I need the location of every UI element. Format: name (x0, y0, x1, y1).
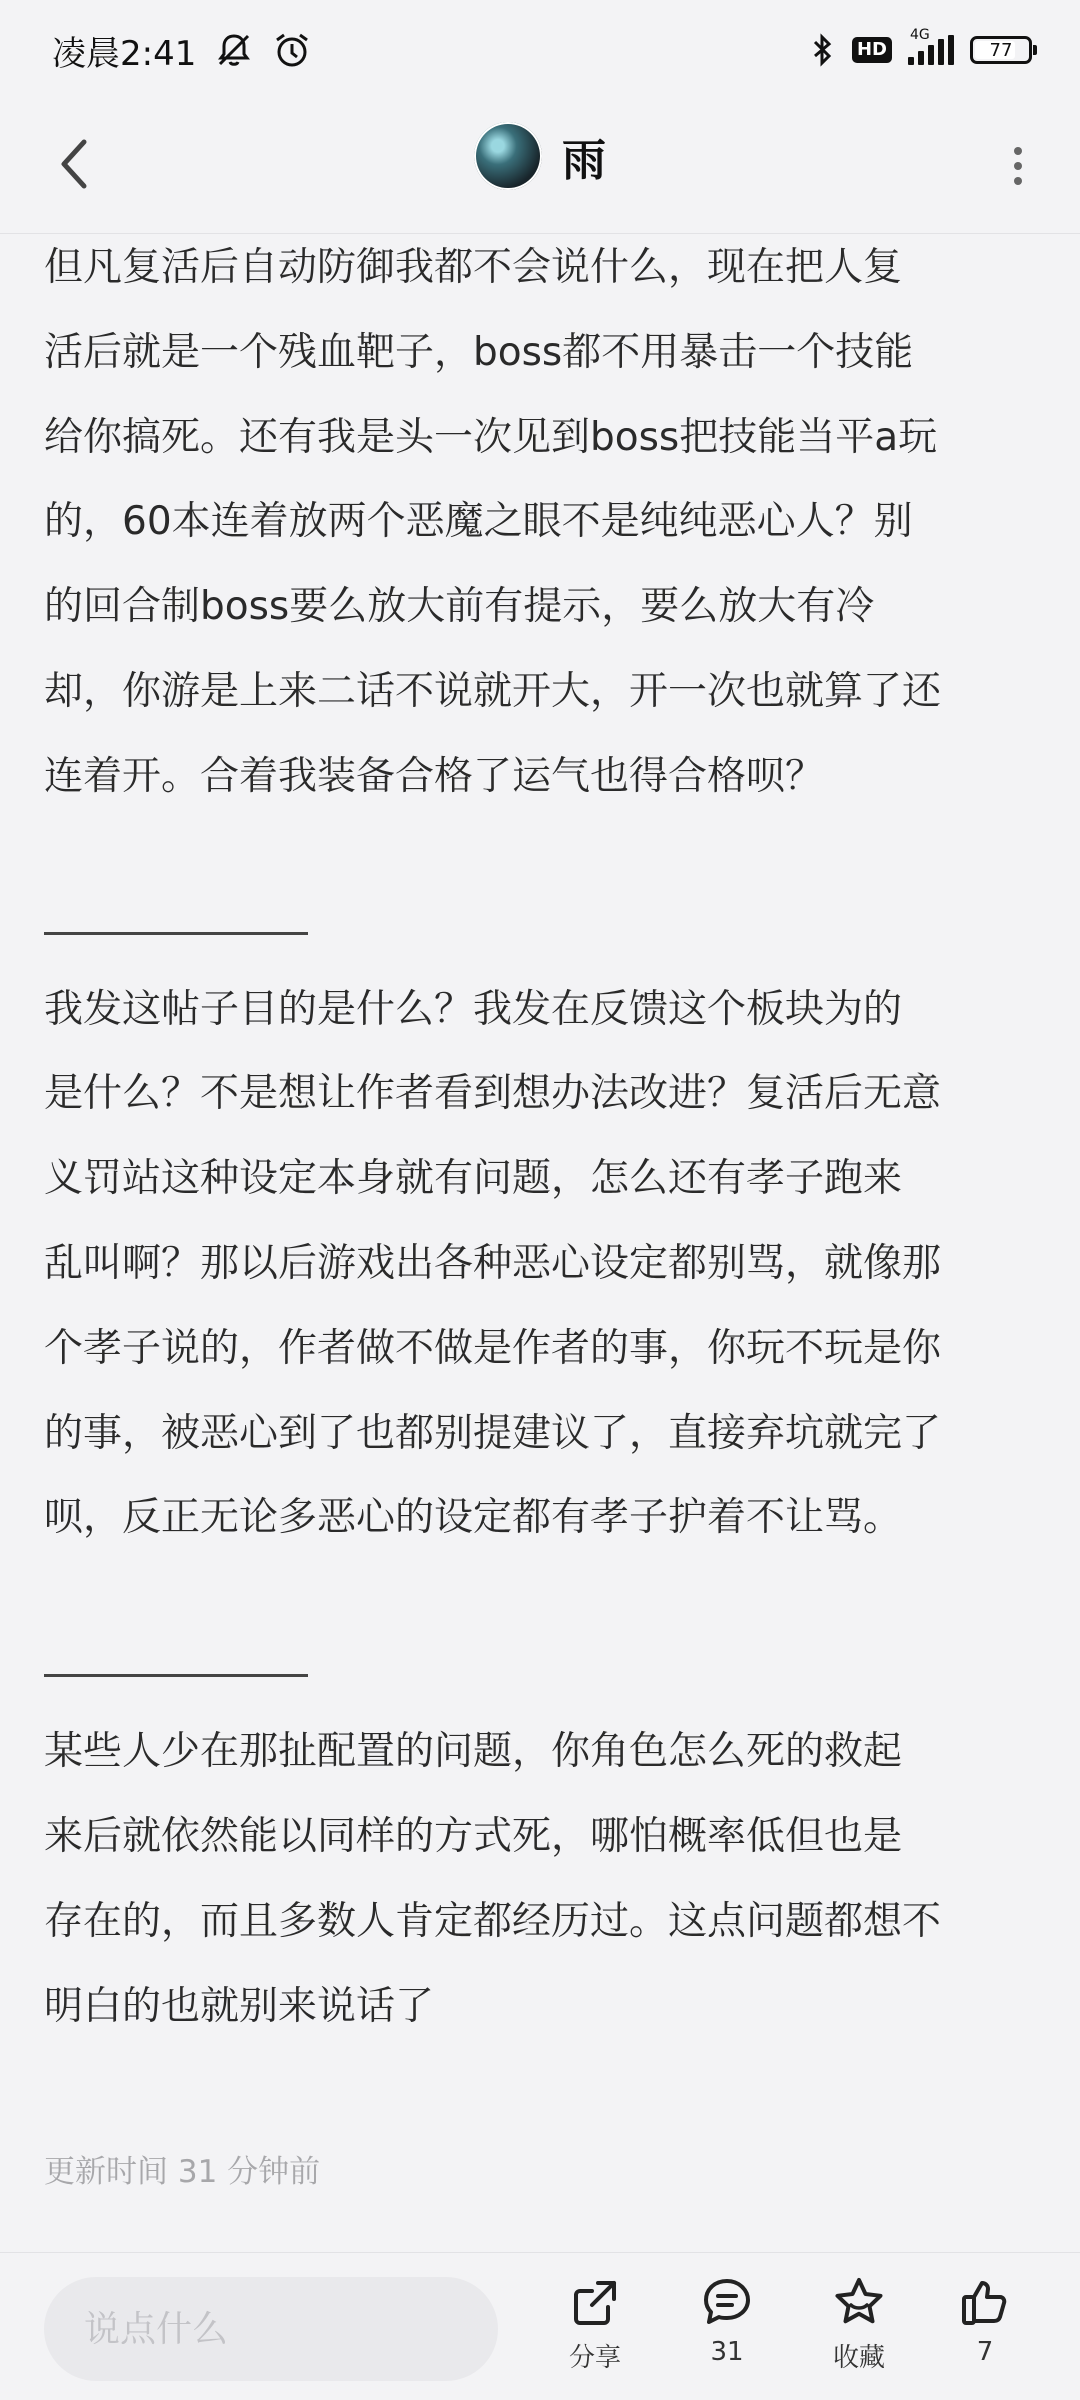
alarm-icon (272, 30, 312, 70)
paragraph-line: 给你搞死。还有我是头一次见到boss把技能当平a玩 (44, 414, 938, 460)
like-button[interactable] (930, 2275, 1040, 2367)
paragraph-line: 来后就依然能以同样的方式死，哪怕概率低但也是 (44, 1813, 903, 1859)
paragraph-line: 的，60本连着放两个恶魔之眼不是纯纯恶心人？别 (44, 499, 913, 545)
title-wrap (0, 122, 1080, 190)
signal-icon (908, 27, 954, 65)
comment-icon (700, 2275, 754, 2329)
paragraph-line: 的事，被恶心到了也都别提建议了，直接弃坑就完了 (44, 1410, 942, 1456)
paragraph-line: 的回合制boss要么放大前有提示，要么放大有冷 (44, 584, 875, 630)
section-divider (44, 932, 308, 935)
paragraph-line: 却，你游是上来二话不说就开大，开一次也就算了还 (44, 668, 942, 714)
share-label: 分享 (568, 2343, 621, 2373)
paragraph-line: 连着开。合着我装备合格了运气也得合格呗？ (44, 753, 825, 799)
paragraph-line: 呗，反正无论多恶心的设定都有孝子护着不让骂。 (44, 1495, 903, 1541)
thumbs-up-icon (958, 2275, 1012, 2329)
paragraph-line: 某些人少在那扯配置的问题，你角色怎么死的救起 (44, 1729, 903, 1775)
hd-icon: HD (852, 37, 892, 63)
more-button[interactable] (988, 130, 1048, 202)
paragraph-line: 但凡复活后自动防御我都不会说什么，现在把人复 (44, 245, 903, 290)
more-vertical-icon (1012, 146, 1024, 186)
favorite-button[interactable] (804, 2275, 914, 2374)
battery-icon (970, 36, 1032, 64)
status-left (52, 26, 312, 75)
comment-count: 31 (710, 2337, 744, 2367)
share-icon (568, 2275, 622, 2329)
avatar[interactable] (474, 122, 542, 190)
updated-time: 更新时间 31 分钟前 (44, 2154, 321, 2190)
paragraph-line: 存在的，而且多数人肯定都经历过。这点问题都想不 (44, 1898, 942, 1944)
paragraph-3 (44, 1710, 1040, 2049)
paragraph-line: 义罚站这种设定本身就有问题，怎么还有孝子跑来 (44, 1156, 903, 1202)
bottom-bar (0, 2252, 1080, 2400)
paragraph-2 (44, 968, 1040, 1562)
mute-notifications-icon (214, 30, 254, 70)
paragraph-line: 乱叫啊？那以后游戏出各种恶心设定都别骂，就像那 (44, 1240, 942, 1286)
paragraph-line: 是什么？不是想让作者看到想办法改进？复活后无意 (44, 1071, 942, 1117)
app-header (0, 100, 1080, 234)
bluetooth-icon (810, 32, 836, 68)
status-bar (0, 0, 1080, 100)
status-time: 凌晨2:41 (52, 33, 197, 74)
paragraph-line: 个孝子说的，作者做不做是作者的事，你玩不玩是你 (44, 1325, 942, 1371)
like-count: 7 (976, 2337, 994, 2367)
favorite-label: 收藏 (832, 2343, 885, 2373)
star-icon (832, 2275, 886, 2329)
paragraph-line: 我发这帖子目的是什么？我发在反馈这个板块为的 (44, 986, 903, 1032)
paragraph-1 (44, 226, 1040, 820)
paragraph-line: 明白的也就别来说话了 (44, 1983, 435, 2029)
comment-button[interactable] (672, 2275, 782, 2367)
section-divider (44, 1674, 308, 1677)
battery-text: 77 (989, 39, 1013, 61)
comment-input[interactable] (44, 2277, 498, 2381)
network-type: 4G (910, 27, 930, 43)
paragraph-line: 活后就是一个残血靶子，boss都不用暴击一个技能 (44, 329, 914, 375)
status-right (810, 27, 1032, 68)
post-content (44, 226, 1040, 2049)
page-title: 雨 (562, 135, 606, 186)
share-button[interactable] (540, 2275, 650, 2374)
